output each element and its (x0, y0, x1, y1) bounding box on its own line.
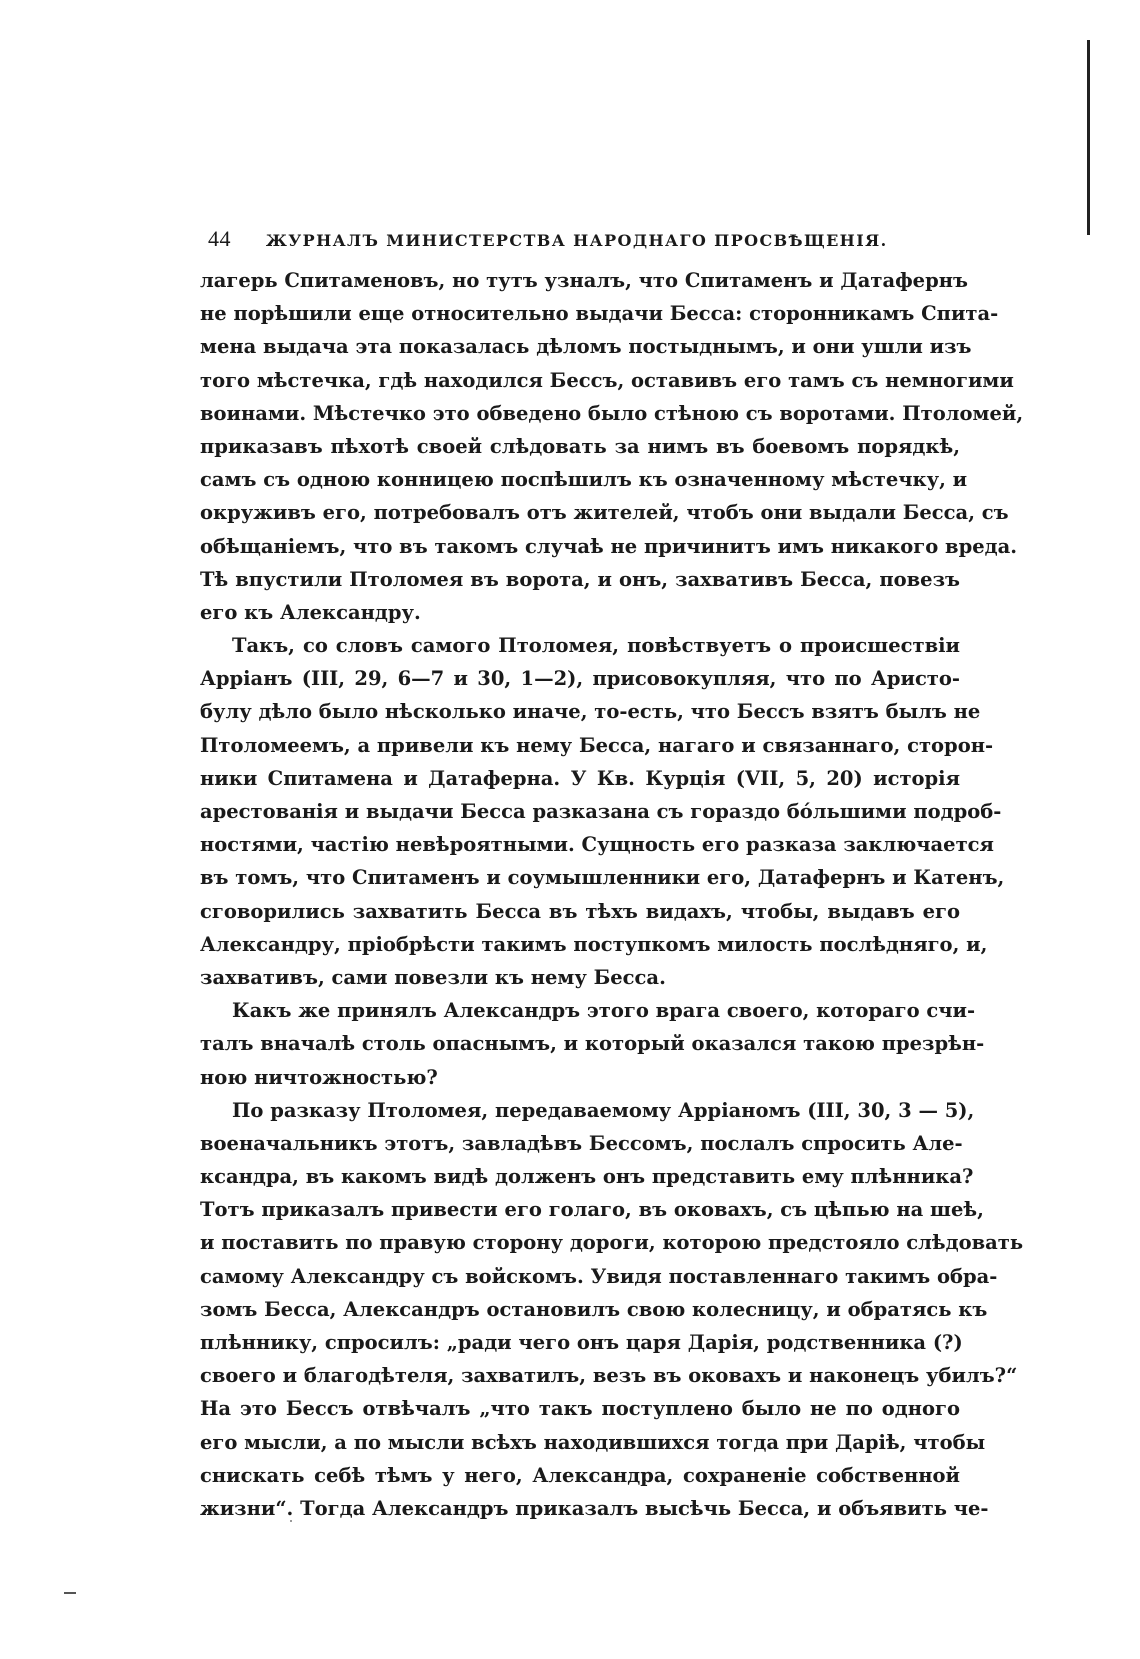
paragraph (200, 994, 985, 1094)
text-line: Александру, пріобрѣсти такимъ поступкомъ милость послѣдняго, и, (200, 932, 988, 956)
text-line: самому Александру съ войскомъ. Увидя поставленнаго такимъ обра- (200, 1264, 998, 1288)
text-line: мена выдача эта показалась дѣломъ постыднымъ, и они ушли изъ (200, 335, 972, 359)
text-line: окруживъ его, потребовалъ отъ жителей, чтобъ они выдали Бесса, съ (200, 501, 1009, 525)
text-line: ксандра, въ какомъ видѣ долженъ онъ представить ему плѣнника? (200, 1165, 974, 1189)
page-number: 44 (208, 226, 231, 251)
text-line: Арріанъ (III, 29, 6—7 и 30, 1—2), присовокупляя, что по Аристо- (200, 667, 960, 691)
text-line: его мысли, а по мысли всѣхъ находившихся тогда при Даріѣ, чтобы (200, 1430, 986, 1454)
text-line: захвативъ, сами повезли къ нему Бесса. (200, 965, 666, 989)
text-line: въ томъ, что Спитаменъ и соумышленники его, Датафернъ и Катенъ, (200, 866, 1005, 890)
text-line: Такъ, со словъ самого Птоломея, повѣствуетъ о происшествіи (232, 634, 960, 658)
text-line: приказавъ пѣхотѣ своей слѣдовать за нимъ въ боевомъ порядкѣ, (200, 434, 960, 458)
text-line: Тотъ приказалъ привести его голаго, въ оковахъ, съ цѣпью на шеѣ, (200, 1198, 984, 1222)
text-line: самъ съ одною конницею поспѣшилъ къ означенному мѣстечку, и (200, 468, 968, 492)
text-line: сговорились захватить Бесса въ тѣхъ видахъ, чтобы, выдавъ его (200, 899, 960, 923)
text-line: По разказу Птоломея, передаваемому Арріаномъ (III, 30, 3 — 5), (232, 1098, 975, 1122)
margin-mark (64, 1592, 76, 1594)
text-line: ники Спитамена и Датаферна. У Кв. Курція (VII, 5, 20) исторія (200, 766, 960, 790)
paragraph (200, 1094, 1024, 1525)
text-line: талъ вначалѣ столь опаснымъ, и который оказался такою презрѣн- (200, 1032, 985, 1056)
text-line: военачальникъ этотъ, завладѣвъ Бессомъ, послалъ спросить Але- (200, 1131, 963, 1155)
text-line: Какъ же принялъ Александръ этого врага своего, котораго счи- (232, 999, 976, 1023)
text-line: обѣщаніемъ, что въ такомъ случаѣ не причинитъ имъ никакого вреда. (200, 534, 1018, 558)
page-header (208, 226, 968, 252)
text-line: На это Бессъ отвѣчалъ „что такъ поступлено было не по одного (200, 1397, 960, 1421)
text-line: жизни“. Тогда Александръ приказалъ высѣчь Бесса, и объявить че- (200, 1496, 989, 1520)
text-line: ностями, частію невѣроятными. Сущность его разказа заключается (200, 833, 994, 857)
text-line: воинами. Мѣстечко это обведено было стѣною съ воротами. Птоломей, (200, 401, 1024, 425)
paragraph (200, 264, 1024, 629)
paragraph (200, 629, 1005, 994)
text-line: лагерь Спитаменовъ, но тутъ узналъ, что Спитаменъ и Датафернъ (200, 269, 968, 292)
running-title: ЖУРНАЛЪ МИНИСТЕРСТВА НАРОДНАГО ПРОСВѢЩЕНІЯ. (265, 231, 888, 250)
text-line: булу дѣло было нѣсколько иначе, то-есть, что Бессъ взятъ былъ не (200, 700, 981, 724)
text-line: снискать себѣ тѣмъ у него, Александра, сохраненіе собственной (200, 1463, 960, 1487)
text-line: Тѣ впустили Птоломея въ ворота, и онъ, захвативъ Бесса, повезъ (200, 567, 960, 591)
text-line: плѣннику, спросилъ: „ради чего онъ царя Дарія, родственника (?) (200, 1331, 963, 1354)
text-line: не порѣшили еще относительно выдачи Бесса: сторонникамъ Спита- (200, 302, 999, 326)
text-line: Птоломеемъ, а привели къ нему Бесса, нагаго и связаннаго, сторон- (200, 733, 994, 757)
text-line: своего и благодѣтеля, захватилъ, везъ въ оковахъ и наконецъ убилъ?“ (200, 1364, 1018, 1388)
page-edge-line (1087, 40, 1090, 235)
body-text (200, 264, 1024, 1525)
text-line: и поставить по правую сторону дороги, которою предстояло слѣдовать (200, 1231, 1024, 1255)
text-line: зомъ Бесса, Александръ остановилъ свою колесницу, и обратясь къ (200, 1297, 988, 1321)
text-line: его къ Александру. (200, 600, 421, 624)
text-line: арестованія и выдачи Бесса разказана съ гораздо бо́льшими подроб- (200, 800, 1002, 823)
text-line: того мѣстечка, гдѣ находился Бессъ, оставивъ его тамъ съ немногими (200, 368, 1014, 392)
text-line: ною ничтожностью? (200, 1065, 438, 1089)
